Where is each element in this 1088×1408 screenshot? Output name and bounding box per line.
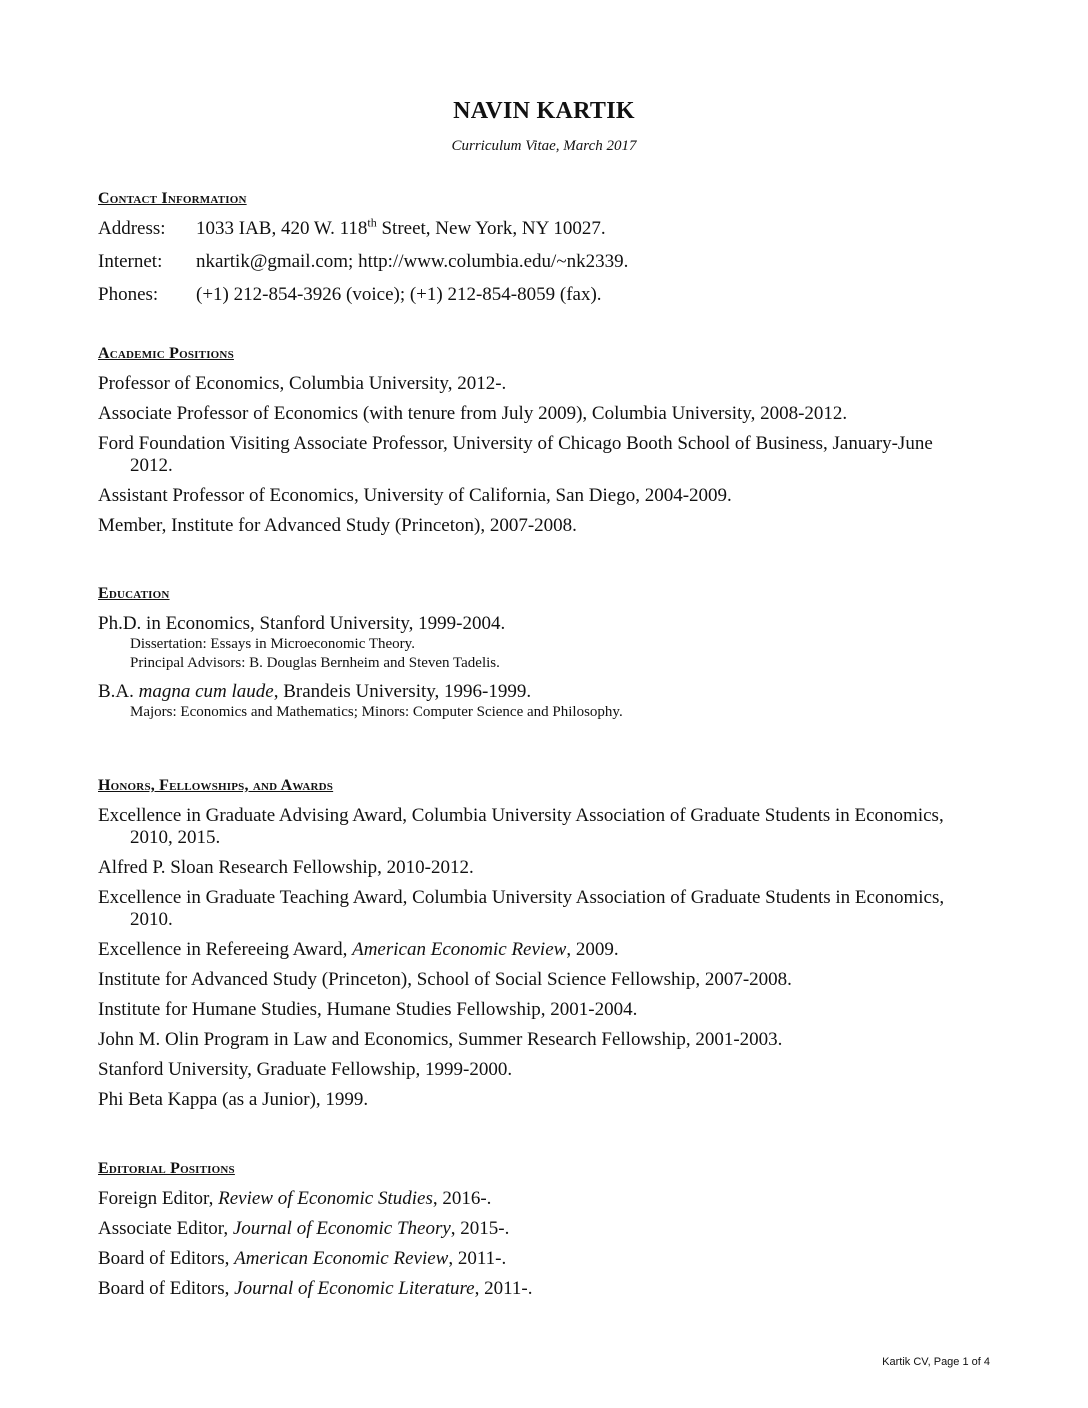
editorial-section xyxy=(98,1160,978,1308)
address-label: Address: xyxy=(98,218,166,239)
cv-name: NAVIN KARTIK xyxy=(453,98,635,124)
cv-subtitle: Curriculum Vitae, March 2017 xyxy=(451,138,637,154)
list-item: Excellence in Refereeing Award, American Economic Review, 2009. xyxy=(98,939,619,960)
editorial-heading: Editorial Positions xyxy=(98,1160,235,1177)
list-item: Member, Institute for Advanced Study (Princeton), 2007-2008. xyxy=(98,515,577,536)
internet-row xyxy=(98,251,978,273)
list-item: Board of Editors, Journal of Economic Literature, 2011-. xyxy=(98,1278,533,1299)
academic-heading: Academic Positions xyxy=(98,345,234,362)
internet-label: Internet: xyxy=(98,251,163,272)
internet-value[interactable]: nkartik@gmail.com; http://www.columbia.edu/~nk2339. xyxy=(196,251,629,272)
education-section xyxy=(98,585,978,722)
list-item: Board of Editors, American Economic Review, 2011-. xyxy=(98,1248,507,1269)
list-item: Associate Professor of Economics (with tenure from July 2009), Columbia University, 2008-2012. xyxy=(98,403,848,424)
honors-section xyxy=(98,777,978,1119)
list-item: Excellence in Graduate Advising Award, Columbia University Association of Graduate Students in Economics, 2010, 2015. xyxy=(98,805,944,848)
list-item: B.A. magna cum laude, Brandeis University, 1996-1999. xyxy=(98,681,532,702)
list-item: Foreign Editor, Review of Economic Studies, 2016-. xyxy=(98,1188,492,1209)
list-item: Ford Foundation Visiting Associate Professor, University of Chicago Booth School of Business, January-June 2012. xyxy=(98,433,933,476)
page-footer: Kartik CV, Page 1 of 4 xyxy=(882,1356,990,1368)
contact-heading: Contact Information xyxy=(98,190,247,207)
list-item: Institute for Advanced Study (Princeton), School of Social Science Fellowship, 2007-2008. xyxy=(98,969,792,990)
list-item-detail: Principal Advisors: B. Douglas Bernheim and Steven Tadelis. xyxy=(130,655,500,671)
academic-section xyxy=(98,345,978,545)
list-item-detail: Dissertation: Essays in Microeconomic Theory. xyxy=(130,636,415,652)
address-row xyxy=(98,215,978,240)
education-heading: Education xyxy=(98,585,170,602)
list-item: John M. Olin Program in Law and Economics, Summer Research Fellowship, 2001-2003. xyxy=(98,1029,783,1050)
phones-value: (+1) 212-854-3926 (voice); (+1) 212-854-8059 (fax). xyxy=(196,284,602,305)
contact-section xyxy=(98,190,978,317)
list-item: Phi Beta Kappa (as a Junior), 1999. xyxy=(98,1089,369,1110)
phones-row xyxy=(98,284,978,306)
list-item-detail: Majors: Economics and Mathematics; Minors: Computer Science and Philosophy. xyxy=(130,704,623,720)
list-item: Assistant Professor of Economics, University of California, San Diego, 2004-2009. xyxy=(98,485,732,506)
honors-heading: Honors, Fellowships, and Awards xyxy=(98,777,334,794)
list-item: Ph.D. in Economics, Stanford University, 1999-2004. xyxy=(98,613,506,634)
address-value: 1033 IAB, 420 W. 118th Street, New York, NY 10027. xyxy=(196,215,606,239)
list-item: Associate Editor, Journal of Economic Theory, 2015-. xyxy=(98,1218,510,1239)
phones-label: Phones: xyxy=(98,284,159,305)
list-item: Stanford University, Graduate Fellowship, 1999-2000. xyxy=(98,1059,513,1080)
list-item: Alfred P. Sloan Research Fellowship, 2010-2012. xyxy=(98,857,474,878)
list-item: Excellence in Graduate Teaching Award, Columbia University Association of Graduate Students in Economics, 2010. xyxy=(98,887,945,930)
list-item: Professor of Economics, Columbia University, 2012-. xyxy=(98,373,507,394)
list-item: Institute for Humane Studies, Humane Studies Fellowship, 2001-2004. xyxy=(98,999,638,1020)
